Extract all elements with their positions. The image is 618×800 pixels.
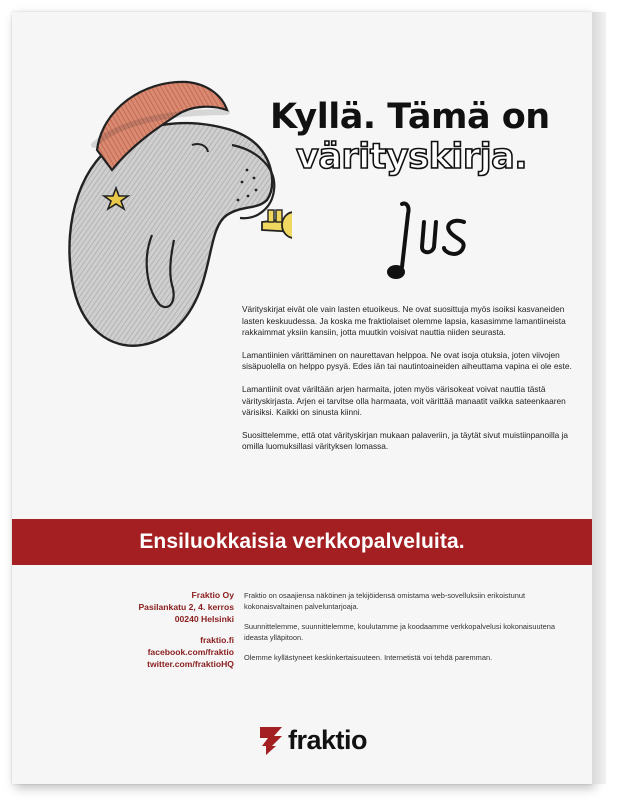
paragraph: Värityskirjat eivät ole vain lasten etuoikeus. Ne ovat suosittuja myös isoiksi kasvaneiden lasten keskuudessa. Ja koska me fraktiolaiset olemme lapsia, kasasimme lamantiineista rakkaimmat yksiin kansiin, jotta muutkin voisivat nauttia niiden seurasta. [242, 304, 566, 338]
street-address: Pasilankatu 2, 4. kerros [138, 601, 234, 612]
company-name: Fraktio Oy [191, 590, 234, 600]
paragraph: Lamantiinit ovat väriltään arjen harmaita, joten myös värisokeat voivat nauttia tästä värityskirjasta. Arjen ei tarvitse olla harmaata, voit värittää manaatit vaikka sateenkaaren värisiksi. Kaikki on sinusta kiinni. [242, 383, 566, 418]
music-note-icon [384, 192, 494, 292]
facebook-link[interactable]: facebook.com/fraktio [147, 647, 234, 658]
body-text [242, 304, 572, 464]
poster-sheet [12, 12, 592, 784]
description-paragraph: Suunnittelemme, suunnittelemme, koulutamme ja koodaamme verkkopalvelusi kokonaisuutena ideasta ylläpitoon. [244, 622, 555, 642]
description-paragraph: Fraktio on osaajiensa näköinen ja tekijöidensä omistama web-sovelluksiin erikoistunut kokonaisvaltainen palveluntarjoaja. [244, 591, 525, 611]
paragraph: Suosittelemme, että otat värityskirjan mukaan palaveriin, ja täytät sivut muistiinpanoilla ja omilla luomuksillasi värityksen lomassa. [242, 429, 569, 452]
headline: Kyllä. Tämä on [270, 97, 550, 137]
paragraph: Lamantiinien värittäminen on naurettavan helppoa. Ne ovat isoja otuksia, joten viivojen sisäpuolella on helppo pysyä. Edes iän tai nautintoaineiden aiheuttama vapina ei ole este. [242, 349, 572, 372]
headline-outline: värityskirja. [296, 137, 528, 177]
fraktio-logo-icon [260, 727, 282, 755]
page-edge [592, 12, 606, 784]
contact-info [124, 590, 234, 671]
description-paragraph: Olemme kyllästyneet keskinkertaisuuteen. Internetistä voi tehdä paremman. [244, 653, 493, 662]
banner: Ensiluokkaisia verkkopalveluita. [12, 519, 592, 565]
company-description [244, 590, 569, 672]
city-address: 00240 Helsinki [174, 613, 234, 624]
fraktio-logo [260, 725, 367, 756]
website-link[interactable]: fraktio.fi [200, 635, 234, 646]
twitter-link[interactable]: twitter.com/fraktioHQ [147, 658, 234, 669]
logo-text: fraktio [288, 725, 368, 755]
